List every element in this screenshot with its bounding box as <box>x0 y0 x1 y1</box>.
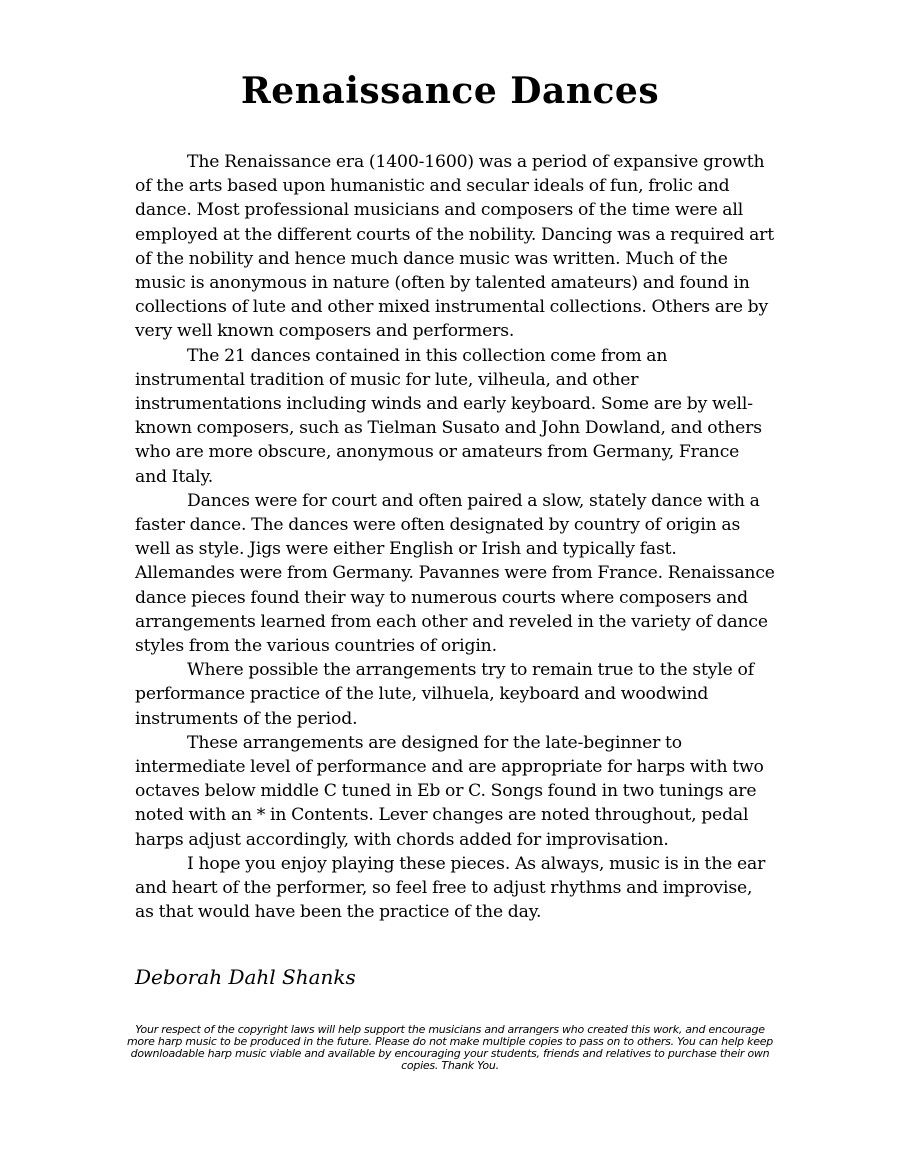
author-signature: Deborah Dahl Shanks <box>135 965 356 989</box>
body-text <box>135 150 775 925</box>
paragraph: These arrangements are designed for the late-beginner to intermediate level of performance and are appropriate for harps with two octaves below middle C tuned in Eb or C. Songs found in two tunings are noted with an * in Contents. Lever changes are noted throughout, pedal harps adjust accordingly, with chords added for improvisation. <box>135 732 764 850</box>
paragraph: I hope you enjoy playing these pieces. As always, music is in the ear and heart of the performer, so feel free to adjust rhythms and improvise, as that would have been the practice of the day. <box>135 853 766 923</box>
paragraph: Where possible the arrangements try to remain true to the style of performance practice of the lute, vilhuela, keyboard and woodwind instruments of the period. <box>135 660 754 729</box>
paragraph: The 21 dances contained in this collection come from an instrumental tradition of music for lute, vilheula, and other instrumentations including winds and early keyboard. Some are by well-known composers, such as Tielman Susato and John Dowland, and others who are more obscure, anonymous or amateurs from Germany, France and Italy. <box>135 345 762 487</box>
copyright-notice: Your respect of the copyright laws will help support the musicians and arrangers who created this work, and encourage more harp music to be produced in the future. Please do not make multiple copies to pass on to others. You can help keep downloadable harp music viable and available by encouraging your students, friends and relatives to purchase their own copies. Thank You. <box>126 1023 774 1072</box>
paragraph: The Renaissance era (1400-1600) was a period of expansive growth of the arts based upon humanistic and secular ideals of fun, frolic and dance. Most professional musicians and composers of the time were all employed at the different courts of the nobility. Dancing was a required art of the nobility and hence much dance music was written. Much of the music is anonymous in nature (often by talented amateurs) and found in collections of lute and other mixed instrumental collections. Others are by very well known composers and performers. <box>135 152 775 342</box>
page-title: Renaissance Dances <box>240 70 660 112</box>
paragraph: Dances were for court and often paired a slow, stately dance with a faster dance. The dances were often designated by country of origin as well as style. Jigs were either English or Irish and typically fast. Allemandes were from Germany. Pavannes were from France. Renaissance dance pieces found their way to numerous courts where composers and arrangements learned from each other and reveled in the variety of dance styles from the various countries of origin. <box>135 490 775 657</box>
